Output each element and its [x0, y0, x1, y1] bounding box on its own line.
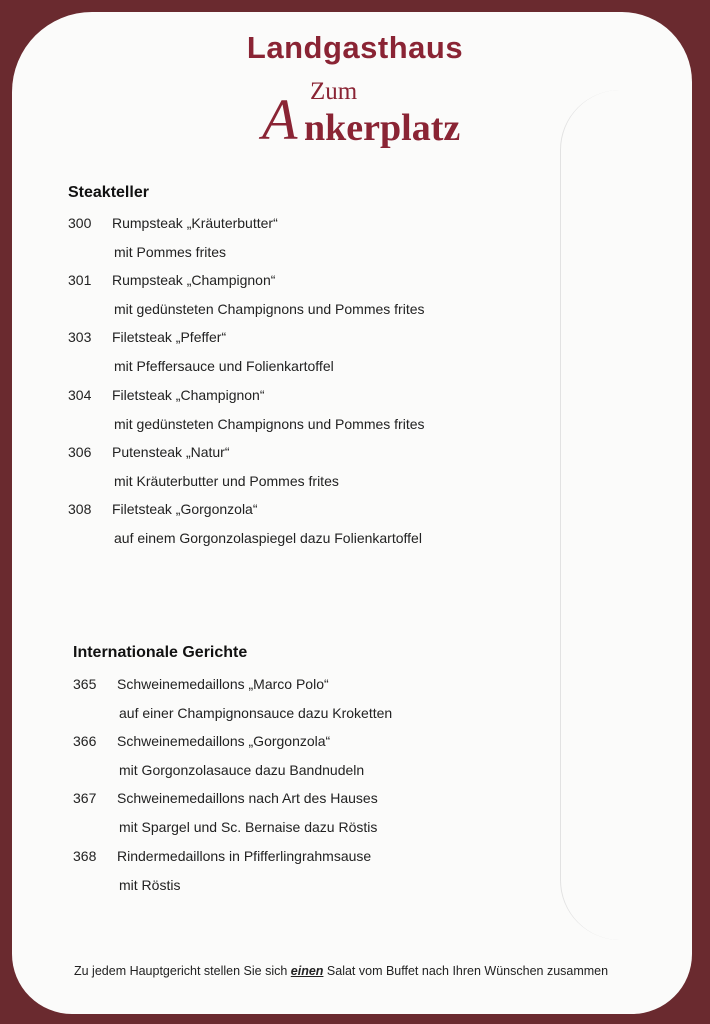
item-number: 308 [68, 501, 92, 517]
item-number: 366 [73, 733, 97, 750]
item-number: 304 [68, 386, 92, 403]
item-name: Schweinemedaillons „Gorgonzola“ [117, 733, 331, 750]
item-description: mit Gorgonzolasauce dazu Bandnudeln [119, 762, 365, 779]
restaurant-name-zum: Zum [310, 78, 358, 105]
footer-note [74, 964, 608, 978]
item-name: Filetsteak „Pfeffer“ [112, 329, 227, 346]
item-name: Filetsteak „Gorgonzola“ [112, 501, 258, 517]
section-title: Steakteller [68, 184, 149, 201]
item-description: mit Röstis [119, 876, 181, 893]
item-description: mit Pfeffersauce und Folienkartoffel [114, 358, 334, 375]
item-description: mit Pommes frites [114, 244, 227, 260]
item-name: Putensteak „Natur“ [112, 443, 230, 460]
item-number: 368 [73, 847, 97, 864]
item-name: Rindermedaillons in Pfifferlingrahmsause [117, 847, 372, 864]
item-description: mit Kräuterbutter und Pommes frites [114, 472, 339, 489]
item-number: 367 [73, 790, 97, 807]
footer-text-end: Salat vom Buffet nach Ihren Wünschen zusammen [323, 964, 609, 978]
item-description: mit Spargel und Sc. Bernaise dazu Röstis [119, 819, 378, 836]
item-name: Schweinemedaillons nach Art des Hauses [117, 790, 378, 807]
item-name: Filetsteak „Champignon“ [112, 386, 265, 403]
item-name: Rumpsteak „Kräuterbutter“ [112, 215, 278, 231]
item-number: 365 [73, 676, 97, 692]
restaurant-name-line3: nkerplatz [304, 107, 461, 149]
restaurant-name-line1: Landgasthaus [246, 30, 464, 65]
item-name: Schweinemedaillons „Marco Polo“ [117, 676, 329, 692]
footer-text: Zu jedem Hauptgericht stellen Sie sich [74, 964, 291, 978]
item-description: mit gedünsteten Champignons und Pommes frites [114, 415, 425, 432]
item-description: auf einem Gorgonzolaspiegel dazu Folienkartoffel [114, 530, 422, 546]
item-number: 300 [68, 215, 92, 231]
item-name: Rumpsteak „Champignon“ [112, 272, 276, 289]
item-number: 306 [68, 443, 92, 460]
page-fold [560, 90, 681, 940]
item-description: auf einer Champignonsauce dazu Kroketten [119, 705, 393, 721]
section-title: Internationale Gerichte [73, 644, 248, 661]
footer-emphasis: einen [290, 964, 324, 978]
item-description: mit gedünsteten Champignons und Pommes frites [114, 301, 425, 318]
item-number: 301 [68, 272, 92, 289]
item-number: 303 [68, 329, 92, 346]
restaurant-initial: A [262, 87, 298, 152]
